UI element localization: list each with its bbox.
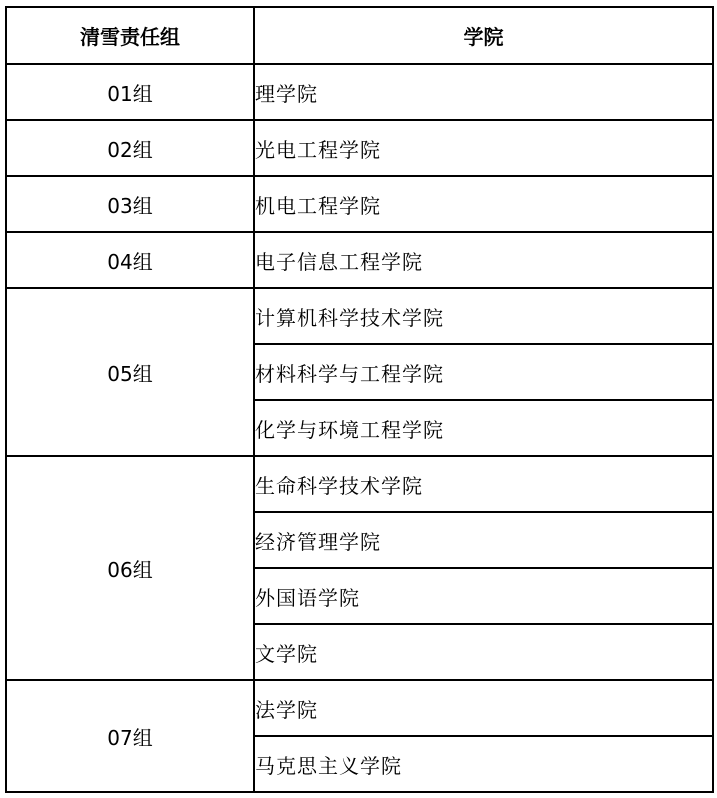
college-cell: 理学院 xyxy=(254,64,713,120)
group-cell: 04组 xyxy=(6,232,254,288)
table-row xyxy=(6,232,713,288)
college-cell: 材料科学与工程学院 xyxy=(254,344,713,400)
college-cell: 计算机科学技术学院 xyxy=(254,288,713,344)
header-row xyxy=(6,7,713,64)
college-cell: 文学院 xyxy=(254,624,713,680)
college-cell: 经济管理学院 xyxy=(254,512,713,568)
table-body xyxy=(6,64,713,792)
college-cell: 光电工程学院 xyxy=(254,120,713,176)
college-cell: 外国语学院 xyxy=(254,568,713,624)
snow-duty-table xyxy=(5,6,714,793)
college-cell: 机电工程学院 xyxy=(254,176,713,232)
group-cell: 01组 xyxy=(6,64,254,120)
header-college: 学院 xyxy=(254,7,713,64)
table-row xyxy=(6,64,713,120)
group-cell: 06组 xyxy=(6,456,254,680)
college-cell: 电子信息工程学院 xyxy=(254,232,713,288)
table-header xyxy=(6,7,713,64)
table-row xyxy=(6,456,713,512)
table-row xyxy=(6,176,713,232)
table-row xyxy=(6,680,713,736)
college-cell: 化学与环境工程学院 xyxy=(254,400,713,456)
group-cell: 07组 xyxy=(6,680,254,792)
college-cell: 生命科学技术学院 xyxy=(254,456,713,512)
college-cell: 马克思主义学院 xyxy=(254,736,713,792)
table-row xyxy=(6,120,713,176)
header-group: 清雪责任组 xyxy=(6,7,254,64)
group-cell: 03组 xyxy=(6,176,254,232)
group-cell: 05组 xyxy=(6,288,254,456)
group-cell: 02组 xyxy=(6,120,254,176)
table-row xyxy=(6,288,713,344)
college-cell: 法学院 xyxy=(254,680,713,736)
